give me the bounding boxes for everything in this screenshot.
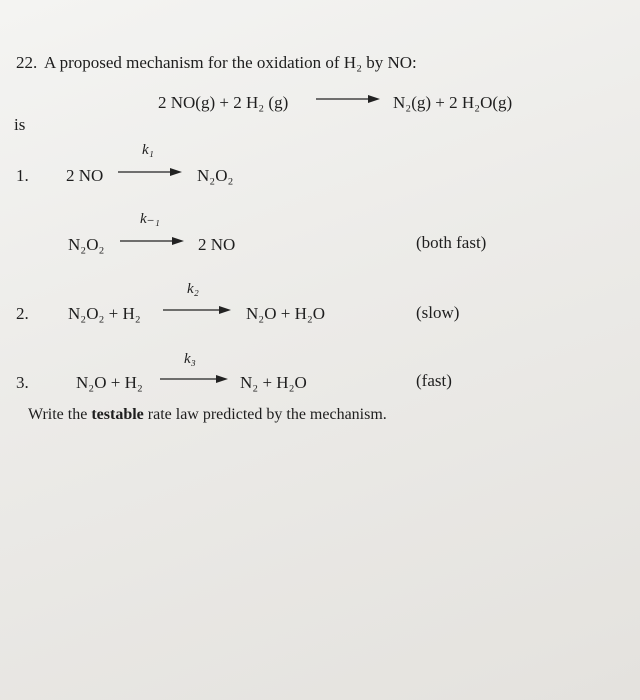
step-1-reverse-products: 2 NO <box>198 235 236 254</box>
overall-arrow-icon <box>316 93 380 105</box>
step-3-products: N₂ + H₂O <box>240 373 307 392</box>
step-1-arrow-icon <box>118 166 182 178</box>
step-2-products: N₂O + H₂O <box>246 304 326 323</box>
overall-reactants: 2 NO(g) + 2 H₂ (g) <box>158 93 289 112</box>
overall-products: N₂(g) + 2 H₂O(g) <box>393 93 513 112</box>
step-1-number: 1. <box>16 166 29 185</box>
step-1-reverse-arrow-icon <box>120 235 184 247</box>
step-3-reactants: N₂O + H₂ <box>76 373 143 392</box>
question-emphasis: testable <box>91 406 144 423</box>
step-3-note: (fast) <box>416 371 452 390</box>
step-2-note: (slow) <box>416 303 460 322</box>
step-3-rate-constant: k₃ <box>184 351 196 367</box>
step-3-number: 3. <box>16 373 29 392</box>
step-3-arrow-icon <box>160 373 228 385</box>
step-2-number: 2. <box>16 304 29 323</box>
problem-title: A proposed mechanism for the oxidation of H₂ by NO: <box>44 53 417 72</box>
question-suffix: rate law predicted by the mechanism. <box>143 406 387 423</box>
step-2-reactants: N₂O₂ + H₂ <box>68 304 141 323</box>
step-1-reverse-reactants: N₂O₂ <box>68 235 105 254</box>
question-prefix: Write the <box>28 406 92 423</box>
step-1-note: (both fast) <box>416 233 487 252</box>
question-text <box>28 407 387 423</box>
problem-number: 22. <box>16 53 38 72</box>
step-1-products: N₂O₂ <box>197 166 234 185</box>
step-1-reverse-rate-constant: k₋₁ <box>140 211 160 227</box>
step-2-rate-constant: k₂ <box>187 281 199 297</box>
step-1-reactants: 2 NO <box>66 166 104 185</box>
step-1-rate-constant: k₁ <box>142 142 154 158</box>
is-label: is <box>14 115 26 134</box>
step-2-arrow-icon <box>163 304 231 316</box>
